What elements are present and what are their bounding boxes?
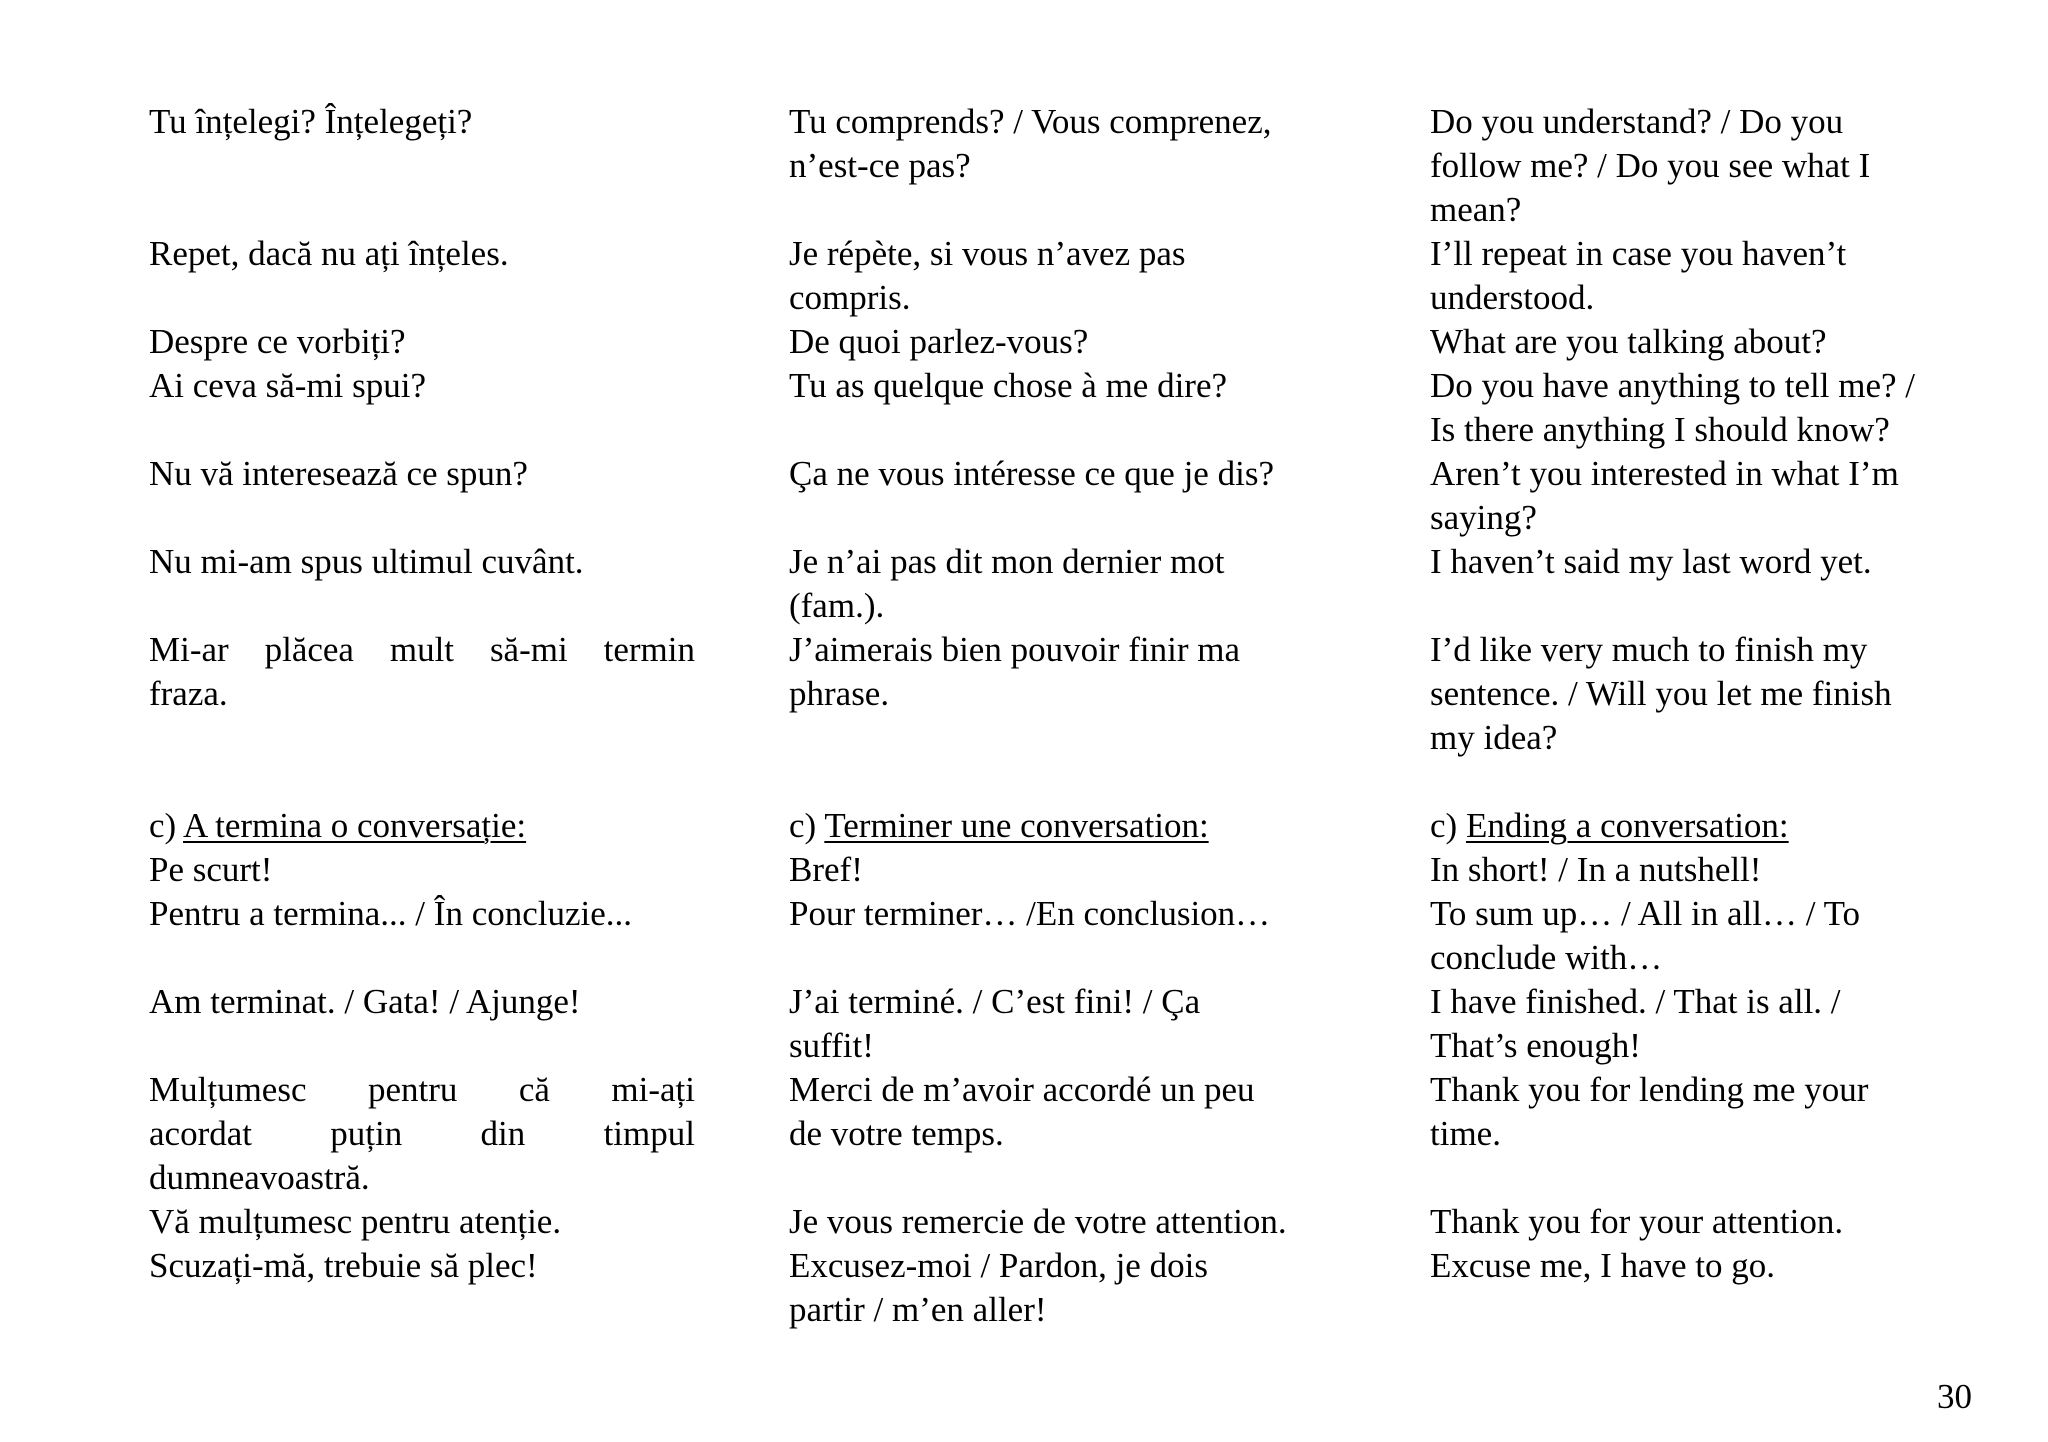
phrase-line: suffit! xyxy=(789,1026,874,1065)
phrase-line: Aren’t you interested in what I’m xyxy=(1430,454,1899,493)
section-title: A termina o conversație: xyxy=(183,806,527,845)
phrase-line: phrase. xyxy=(789,674,890,713)
phrase-line: Tu as quelque chose à me dire? xyxy=(789,366,1228,405)
phrase-line: Pour terminer… /En conclusion… xyxy=(789,894,1271,933)
phrase-line: follow me? / Do you see what I xyxy=(1430,146,1871,185)
phrase-line: compris. xyxy=(789,278,911,317)
section-heading: c) A termina o conversație: xyxy=(149,806,527,845)
phrase-line: Pentru a termina... / În concluzie... xyxy=(149,894,633,933)
phrase-line: Thank you for lending me your xyxy=(1430,1070,1869,1109)
phrase-line: fraza. xyxy=(149,674,228,713)
phrase-line: partir / m’en aller! xyxy=(789,1290,1047,1329)
phrase-line: my idea? xyxy=(1430,718,1558,757)
phrase-line: saying? xyxy=(1430,498,1537,537)
phrase-line: Nu vă interesează ce spun? xyxy=(149,454,528,493)
phrase-line: dumneavoastră. xyxy=(149,1158,370,1197)
page-number: 30 xyxy=(1937,1377,1972,1416)
phrase-line: Je répète, si vous n’avez pas xyxy=(789,234,1186,273)
phrase-line: (fam.). xyxy=(789,586,885,625)
phrase-line: J’ai terminé. / C’est fini! / Ça xyxy=(789,982,1201,1021)
phrase-line: Tu înțelegi? Înțelegeți? xyxy=(149,102,473,141)
phrase-line: Pe scurt! xyxy=(149,850,273,889)
phrase-line: de votre temps. xyxy=(789,1114,1004,1153)
phrase-line: Thank you for your attention. xyxy=(1430,1202,1844,1241)
phrase-line: Je n’ai pas dit mon dernier mot xyxy=(789,542,1225,581)
phrase-line: Ça ne vous intéresse ce que je dis? xyxy=(789,454,1274,493)
phrase-line: Is there anything I should know? xyxy=(1430,410,1890,449)
section-title: Terminer une conversation: xyxy=(824,806,1209,845)
phrase-line: Vă mulțumesc pentru atenție. xyxy=(149,1202,562,1241)
phrase-line: n’est-ce pas? xyxy=(789,146,971,185)
english-column xyxy=(1430,100,1990,1288)
phrase-line: Merci de m’avoir accordé un peu xyxy=(789,1070,1255,1109)
phrase-line: understood. xyxy=(1430,278,1595,317)
phrase-line: In short! / In a nutshell! xyxy=(1430,850,1762,889)
phrase-line: mean? xyxy=(1430,190,1522,229)
phrase-line: Tu comprends? / Vous comprenez, xyxy=(789,102,1272,141)
phrase-line: I’d like very much to finish my xyxy=(1430,630,1868,669)
phrase-line: That’s enough! xyxy=(1430,1026,1641,1065)
phrase-line: Excuse me, I have to go. xyxy=(1430,1246,1776,1285)
section-heading: c) Ending a conversation: xyxy=(1430,806,1789,845)
phrase-line: Am terminat. / Gata! / Ajunge! xyxy=(149,982,581,1021)
phrase-line: I haven’t said my last word yet. xyxy=(1430,542,1872,581)
phrase-line-justified: acordat puțin din timpul xyxy=(149,1114,695,1153)
phrase-line: Ai ceva să-mi spui? xyxy=(149,366,426,405)
phrase-line: time. xyxy=(1430,1114,1501,1153)
phrase-line: I have finished. / That is all. / xyxy=(1430,982,1841,1021)
phrase-line: Repet, dacă nu ați înțeles. xyxy=(149,234,509,273)
phrase-line: Do you understand? / Do you xyxy=(1430,102,1844,141)
romanian-column xyxy=(149,100,695,1288)
phrase-line: conclude with… xyxy=(1430,938,1663,977)
phrase-line: What are you talking about? xyxy=(1430,322,1827,361)
phrase-line-justified: Mulțumesc pentru că mi-ați xyxy=(149,1070,695,1109)
phrase-line: Excusez-moi / Pardon, je dois xyxy=(789,1246,1208,1285)
phrase-line: J’aimerais bien pouvoir finir ma xyxy=(789,630,1240,669)
phrase-line: Do you have anything to tell me? / xyxy=(1430,366,1916,405)
phrase-line: To sum up… / All in all… / To xyxy=(1430,894,1861,933)
phrase-line: Nu mi-am spus ultimul cuvânt. xyxy=(149,542,584,581)
phrase-line: Je vous remercie de votre attention. xyxy=(789,1202,1287,1241)
phrase-line: I’ll repeat in case you haven’t xyxy=(1430,234,1847,273)
phrase-line: De quoi parlez-vous? xyxy=(789,322,1089,361)
phrase-line: Bref! xyxy=(789,850,863,889)
section-title: Ending a conversation: xyxy=(1465,806,1789,845)
phrase-line: sentence. / Will you let me finish xyxy=(1430,674,1892,713)
phrase-line: Despre ce vorbiți? xyxy=(149,322,406,361)
section-heading: c) Terminer une conversation: xyxy=(789,806,1209,845)
phrase-line: Scuzați-mă, trebuie să plec! xyxy=(149,1246,538,1285)
phrase-line-justified: Mi-ar plăcea mult să-mi termin xyxy=(149,630,695,669)
french-column xyxy=(789,100,1349,1332)
